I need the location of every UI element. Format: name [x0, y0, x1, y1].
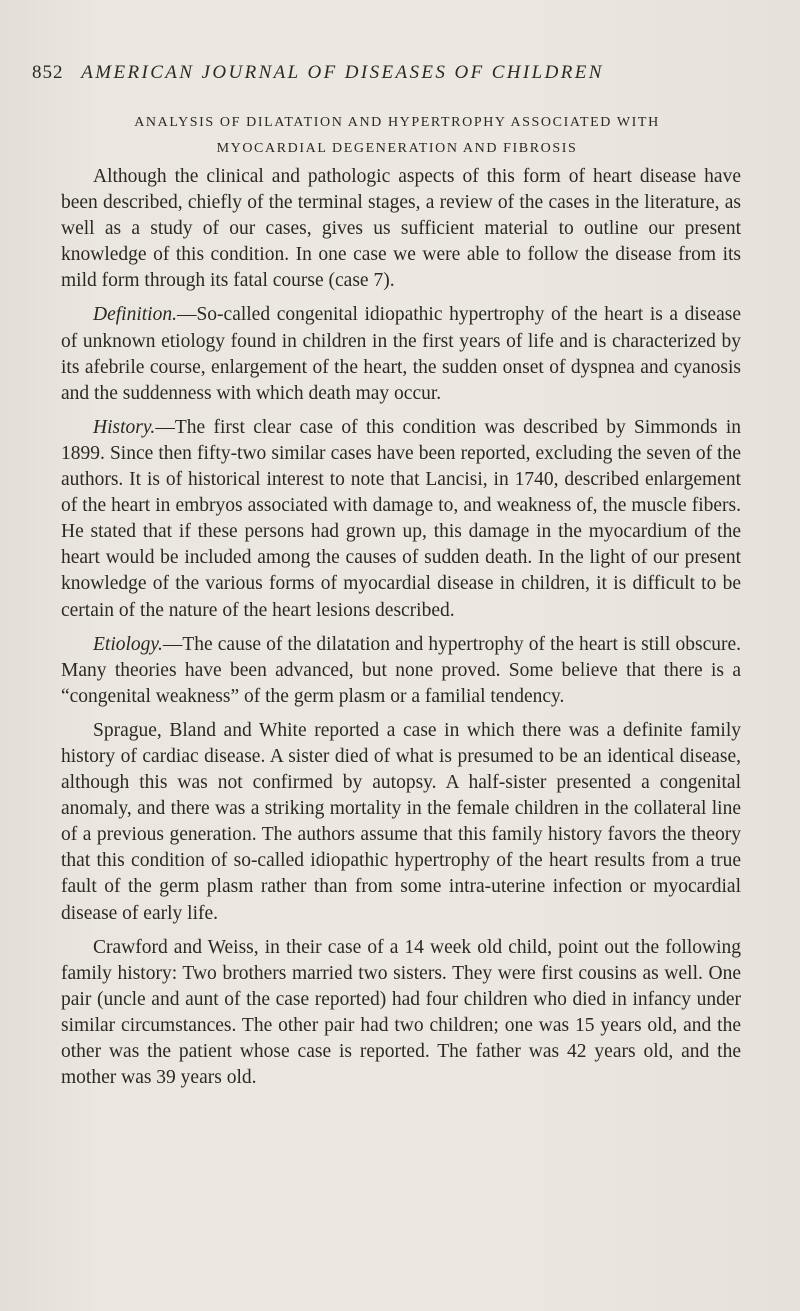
- paragraph-text: —The cause of the dilatation and hypertrophy of the heart is still obscure. Many theories have been advanced, but none proved. Some believe that there is a “congenital weakness” of the germ plasm or a familial tendency.: [61, 633, 741, 707]
- running-head: [32, 62, 604, 84]
- section-title-line-1: ANALYSIS OF DILATATION AND HYPERTROPHY ASSOCIATED WITH: [134, 115, 660, 130]
- runin-heading: Etiology.: [93, 633, 163, 655]
- paragraph-sprague: [61, 718, 741, 927]
- paragraph-text: —The first clear case of this condition was described by Simmonds in 1899. Since then fifty-two similar cases have been reported, excluding the seven of the authors. It is of historical interest to note that Lancisi, in 1740, described enlargement of the heart in embryos associated with damage to, and weakness of, the muscle fibers. He stated that if these persons had grown up, this damage in the myocardium of the heart would be included among the causes of sudden death. In the light of our present knowledge of the various forms of myocardial disease in children, it is difficult to be certain of the nature of the heart lesions described.: [61, 416, 741, 621]
- section-title: [32, 110, 762, 162]
- paragraph-crawford: [61, 935, 741, 1092]
- paragraph-definition: [61, 302, 741, 406]
- paragraph-text: Sprague, Bland and White reported a case in which there was a definite family history of cardiac disease. A sister died of what is presumed to be an identical disease, although this was not confirmed by autopsy. A half-sister presented a congenital anomaly, and there was a striking mortality in the female children in the collateral line of a previous generation. The authors assume that this family history favors the theory that this condition of so-called idiopathic hypertrophy of the heart results from a true fault of the germ plasm rather than from some intra-uterine infection or myocardial disease of early life.: [61, 719, 741, 924]
- paragraph-text: —So-called congenital idiopathic hypertrophy of the heart is a disease of unknown etiology found in children in the first years of life and is characterized by its afebrile course, enlargement of the heart, the sudden onset of dyspnea and cyanosis and the suddenness with which death may occur.: [61, 304, 741, 404]
- page-number: 852: [32, 62, 64, 83]
- paragraph-intro: [61, 164, 741, 294]
- paragraph-text: Crawford and Weiss, in their case of a 14 week old child, point out the following family history: Two brothers married two sisters. They were first cousins as well. One pair (uncle and aunt of the case reported) had four children who died in infancy under similar circumstances. The other pair had two children; one was 15 years old, and the other was the patient whose case is reported. The father was 42 years old, and the mother was 39 years old.: [61, 936, 741, 1089]
- article-body: [61, 164, 741, 1099]
- paragraph-history: [61, 415, 741, 624]
- section-title-line-2: MYOCARDIAL DEGENERATION AND FIBROSIS: [216, 141, 578, 156]
- runin-heading: History.: [93, 416, 156, 438]
- journal-title: AMERICAN JOURNAL OF DISEASES OF CHILDREN: [81, 62, 604, 83]
- paragraph-etiology: [61, 632, 741, 710]
- runin-heading: Definition.: [93, 304, 177, 326]
- paragraph-text: Although the clinical and pathologic aspects of this form of heart disease have been described, chiefly of the terminal stages, a review of the cases in the literature, as well as a study of our cases, gives us sufficient material to outline our present knowledge of this condition. In one case we were able to follow the disease from its mild form through its fatal course (case 7).: [61, 166, 741, 292]
